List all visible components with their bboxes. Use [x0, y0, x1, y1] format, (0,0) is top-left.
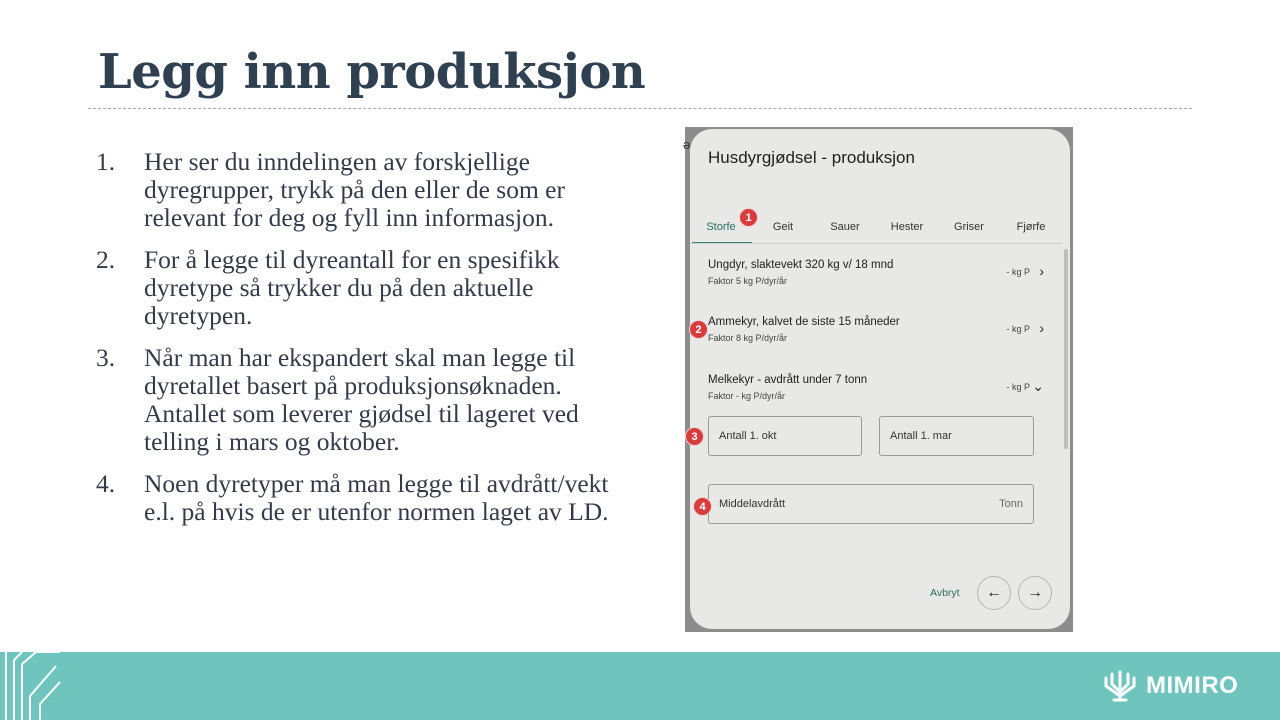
count-mar-placeholder: Antall 1. mar [890, 430, 952, 442]
instruction-text: Noen dyretyper må man legge til avdrått/vekt e.l. på hvis de er utenfor normen laget av LD. [144, 469, 609, 526]
tab-hester[interactable]: Hester [890, 221, 924, 233]
instruction-item [96, 246, 616, 330]
mimiro-tree-icon [1100, 666, 1140, 706]
animal-row-ungdyr[interactable] [708, 259, 1044, 295]
animal-row-melkekyr[interactable] [708, 374, 1044, 410]
yield-input[interactable] [708, 484, 1034, 524]
tab-griser[interactable]: Griser [954, 221, 984, 233]
annotation-badge-1: 1 [739, 208, 758, 227]
annotation-badge-4: 4 [693, 497, 712, 516]
mimiro-logo-text: MIMIRO [1146, 672, 1239, 699]
instruction-item [96, 148, 616, 232]
instruction-number: 3. [96, 343, 116, 372]
tabs-divider [690, 243, 1062, 244]
scrollbar[interactable] [1064, 249, 1068, 449]
annotation-badge-3: 3 [685, 427, 704, 446]
instruction-number: 2. [96, 245, 116, 274]
row-factor: Faktor 5 kg P/dyr/år [708, 276, 788, 286]
instruction-item [96, 470, 616, 526]
row-value: - kg P [1006, 267, 1030, 277]
count-oct-input[interactable] [708, 416, 862, 456]
chevron-right-icon: › [1039, 263, 1044, 279]
row-title: Ammekyr, kalvet de siste 15 måneder [708, 316, 900, 328]
row-factor: Faktor 8 kg P/dyr/år [708, 333, 788, 343]
count-oct-placeholder: Antall 1. okt [719, 430, 777, 442]
tab-storfe[interactable]: Storfe [706, 221, 736, 233]
tab-fjorfe[interactable]: Fjørfe [1016, 221, 1046, 233]
row-value: - kg P [1006, 382, 1030, 392]
chevron-right-icon: › [1039, 320, 1044, 336]
instruction-number: 1. [96, 147, 116, 176]
cancel-button[interactable]: Avbryt [930, 587, 960, 599]
yield-unit-suffix: Tonn [999, 498, 1023, 510]
dialog-title: Husdyrgjødsel - produksjon [708, 148, 915, 167]
production-dialog [690, 129, 1070, 629]
tab-sauer[interactable]: Sauer [830, 221, 860, 233]
circuit-decoration-icon [0, 652, 70, 720]
arrow-right-icon: → [1027, 584, 1043, 601]
instruction-number: 4. [96, 469, 116, 498]
row-title: Ungdyr, slaktevekt 320 kg v/ 18 mnd [708, 259, 894, 271]
back-button[interactable] [977, 576, 1011, 610]
yield-placeholder: Middelavdrått [719, 498, 786, 510]
stray-mark: ə [683, 137, 691, 152]
animal-row-ammekyr[interactable] [708, 316, 1044, 352]
instruction-item [96, 344, 616, 456]
row-title: Melkekyr - avdrått under 7 tonn [708, 374, 868, 386]
chevron-down-icon: ⌄ [1032, 378, 1044, 394]
tab-geit[interactable]: Geit [772, 221, 794, 233]
instruction-text: For å legge til dyreantall for en spesifikk dyretype så trykker du på den aktuelle dyretypen. [144, 245, 560, 330]
instruction-list [96, 148, 616, 540]
instruction-text: Når man har ekspandert skal man legge til dyretallet basert på produksjonsøknaden. Antallet som leverer gjødsel til lageret ved telling i mars og oktober. [144, 343, 579, 456]
row-factor: Faktor - kg P/dyr/år [708, 391, 786, 401]
instruction-text: Her ser du inndelingen av forskjellige dyregrupper, trykk på den eller de som er relevant for deg og fyll inn informasjon. [144, 147, 565, 232]
arrow-left-icon: ← [986, 584, 1002, 601]
footer-band [0, 652, 1280, 720]
row-value: - kg P [1006, 324, 1030, 334]
title-divider [88, 108, 1192, 109]
count-mar-input[interactable] [879, 416, 1034, 456]
next-button[interactable] [1018, 576, 1052, 610]
annotation-badge-2: 2 [689, 320, 708, 339]
slide-title: Legg inn produksjon [98, 44, 646, 100]
